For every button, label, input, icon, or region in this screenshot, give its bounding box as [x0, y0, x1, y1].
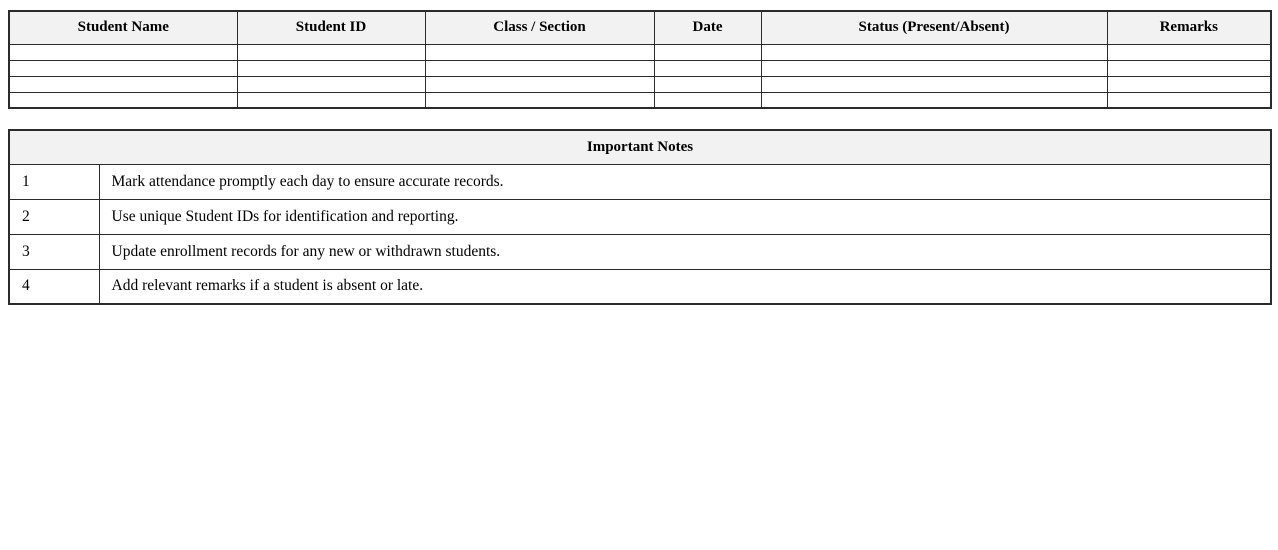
empty-cell-date: [654, 60, 761, 76]
empty-cell-class-section: [425, 60, 654, 76]
empty-cell-student-name: [9, 76, 237, 92]
note-row: [9, 199, 1271, 234]
notes-header-row: [9, 130, 1271, 164]
empty-cell-student-name: [9, 60, 237, 76]
col-header-student-id: Student ID: [237, 11, 425, 44]
attendance-empty-row: [9, 60, 1271, 76]
note-text: Use unique Student IDs for identification and reporting.: [99, 199, 1271, 234]
important-notes-table: [8, 129, 1272, 305]
attendance-empty-row: [9, 92, 1271, 108]
col-header-remarks: Remarks: [1107, 11, 1271, 44]
col-header-class-section: Class / Section: [425, 11, 654, 44]
empty-cell-class-section: [425, 44, 654, 60]
empty-cell-date: [654, 76, 761, 92]
col-header-status: Status (Present/Absent): [761, 11, 1107, 44]
empty-cell-student-name: [9, 92, 237, 108]
notes-title: Important Notes: [9, 130, 1271, 164]
empty-cell-student-id: [237, 76, 425, 92]
note-number: 3: [9, 234, 99, 269]
attendance-empty-row: [9, 76, 1271, 92]
empty-cell-date: [654, 92, 761, 108]
note-text: Mark attendance promptly each day to ensure accurate records.: [99, 164, 1271, 199]
empty-cell-student-id: [237, 92, 425, 108]
attendance-empty-row: [9, 44, 1271, 60]
note-row: [9, 269, 1271, 304]
empty-cell-class-section: [425, 76, 654, 92]
empty-cell-remarks: [1107, 76, 1271, 92]
empty-cell-date: [654, 44, 761, 60]
col-header-student-name: Student Name: [9, 11, 237, 44]
note-number: 1: [9, 164, 99, 199]
note-row: [9, 234, 1271, 269]
empty-cell-remarks: [1107, 44, 1271, 60]
note-text: Add relevant remarks if a student is absent or late.: [99, 269, 1271, 304]
empty-cell-class-section: [425, 92, 654, 108]
note-text: Update enrollment records for any new or withdrawn students.: [99, 234, 1271, 269]
empty-cell-status: [761, 92, 1107, 108]
attendance-header-row: [9, 11, 1271, 44]
attendance-table: [8, 10, 1272, 109]
empty-cell-student-id: [237, 60, 425, 76]
empty-cell-student-id: [237, 44, 425, 60]
note-number: 2: [9, 199, 99, 234]
empty-cell-remarks: [1107, 60, 1271, 76]
note-row: [9, 164, 1271, 199]
empty-cell-remarks: [1107, 92, 1271, 108]
empty-cell-status: [761, 76, 1107, 92]
empty-cell-status: [761, 44, 1107, 60]
col-header-date: Date: [654, 11, 761, 44]
empty-cell-student-name: [9, 44, 237, 60]
empty-cell-status: [761, 60, 1107, 76]
note-number: 4: [9, 269, 99, 304]
